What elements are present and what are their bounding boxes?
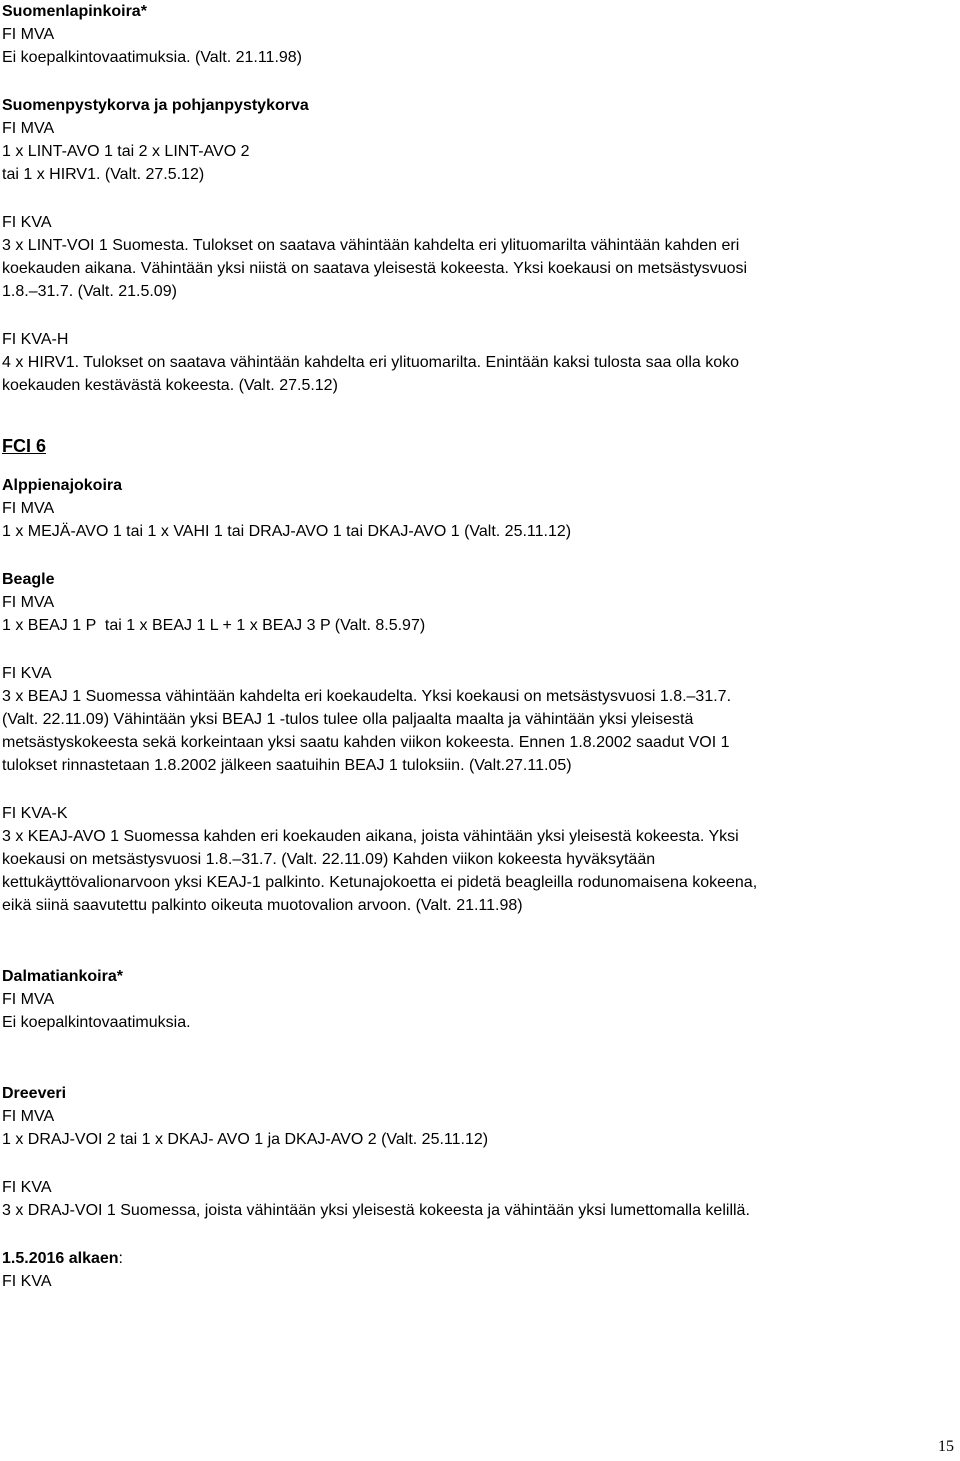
breed-heading-suomenpystykorva: Suomenpystykorva ja pohjanpystykorva (2, 97, 309, 114)
breed-heading-alppienajokoira: Alppienajokoira (2, 477, 123, 494)
mva-label: FI MVA (2, 1108, 55, 1125)
mva-label: FI MVA (2, 120, 55, 137)
mva-label: FI MVA (2, 500, 55, 517)
kvah-text: 4 x HIRV1. Tulokset on saatava vähintään kahdelta eri ylituomarilta. Enintään kaksi tulosta saa olla koko (2, 354, 740, 371)
kva-text: metsästyskokeesta sekä korkeintaan yksi saatu kahden viikon kokeesta. Ennen 1.8.2002 saadut VOI 1 (2, 734, 730, 751)
kva-label: FI KVA (2, 214, 52, 231)
kva-text: tulokset rinnastetaan 1.8.2002 jälkeen saatuihin BEAJ 1 tuloksiin. (Valt.27.11.05) (2, 757, 572, 774)
kva-label: FI KVA (2, 1273, 52, 1290)
mva-label: FI MVA (2, 991, 55, 1008)
kva-text: (Valt. 22.11.09) Vähintään yksi BEAJ 1 -tulos tulee olla paljaalta maalta ja vähintään yksi yleisestä (2, 711, 694, 728)
requirement-text: Ei koepalkintovaatimuksia. (Valt. 21.11.98) (2, 49, 303, 66)
kvak-text: koekausi on metsästysvuosi 1.8.–31.7. (Valt. 22.11.09) Kahden viikon kokeesta hyväksytään (2, 851, 656, 868)
kvak-text: 3 x KEAJ-AVO 1 Suomessa kahden eri koekauden aikana, joista vähintään yksi yleisestä kokeesta. Yksi (2, 828, 739, 845)
kva-text: 3 x BEAJ 1 Suomessa vähintään kahdelta eri koekaudelta. Yksi koekausi on metsästysvuosi 1.8.–31.7. (2, 688, 732, 705)
requirement-text: 1 x DRAJ-VOI 2 tai 1 x DKAJ- AVO 1 ja DKAJ-AVO 2 (Valt. 25.11.12) (2, 1131, 489, 1148)
breed-heading-dreeveri: Dreeveri (2, 1085, 67, 1102)
document-page (2, 0, 952, 1293)
requirement-text: 1 x LINT-AVO 1 tai 2 x LINT-AVO 2 (2, 143, 250, 160)
requirement-text: 1 x BEAJ 1 P tai 1 x BEAJ 1 L + 1 x BEAJ 3 P (Valt. 8.5.97) (2, 617, 426, 634)
mva-label: FI MVA (2, 26, 55, 43)
breed-heading-beagle: Beagle (2, 571, 55, 588)
kvah-label: FI KVA-H (2, 331, 69, 348)
breed-heading-suomenlapinkoira: Suomenlapinkoira* (2, 3, 147, 20)
kva-text: 3 x DRAJ-VOI 1 Suomessa, joista vähintään yksi yleisestä kokeesta ja vähintään yksi lumettomalla kelillä. (2, 1202, 750, 1219)
kvah-text: koekauden kestävästä kokeesta. (Valt. 27.5.12) (2, 377, 338, 394)
requirement-text: tai 1 x HIRV1. (Valt. 27.5.12) (2, 166, 205, 183)
page-number: 15 (938, 1438, 954, 1455)
effective-date: 1.5.2016 alkaen (2, 1250, 119, 1267)
kva-label: FI KVA (2, 665, 52, 682)
kva-text: 3 x LINT-VOI 1 Suomesta. Tulokset on saatava vähintään kahdelta eri ylituomarilta vähintään kahden eri (2, 237, 740, 254)
kvak-label: FI KVA-K (2, 805, 68, 822)
fci-group-heading: FCI 6 (2, 436, 47, 456)
kva-text: 1.8.–31.7. (Valt. 21.5.09) (2, 283, 177, 300)
kvak-text: eikä siinä saavutettu palkinto oikeuta muotovalion arvoon. (Valt. 21.11.98) (2, 897, 523, 914)
effective-date-line (2, 1247, 952, 1270)
effective-date-colon: : (118, 1250, 123, 1267)
kvak-text: kettukäyttövalionarvoon yksi KEAJ-1 palkinto. Ketunajokoetta ei pidetä beagleilla rodunomaisena kokeena, (2, 874, 758, 891)
requirement-text: Ei koepalkintovaatimuksia. (2, 1014, 191, 1031)
breed-heading-dalmatiankoira: Dalmatiankoira* (2, 968, 123, 985)
kva-label: FI KVA (2, 1179, 52, 1196)
kva-text: koekauden aikana. Vähintään yksi niistä on saatava yleisestä kokeesta. Yksi koekausi on metsästysvuosi (2, 260, 748, 277)
mva-label: FI MVA (2, 594, 55, 611)
requirement-text: 1 x MEJÄ-AVO 1 tai 1 x VAHI 1 tai DRAJ-AVO 1 tai DKAJ-AVO 1 (Valt. 25.11.12) (2, 523, 572, 540)
